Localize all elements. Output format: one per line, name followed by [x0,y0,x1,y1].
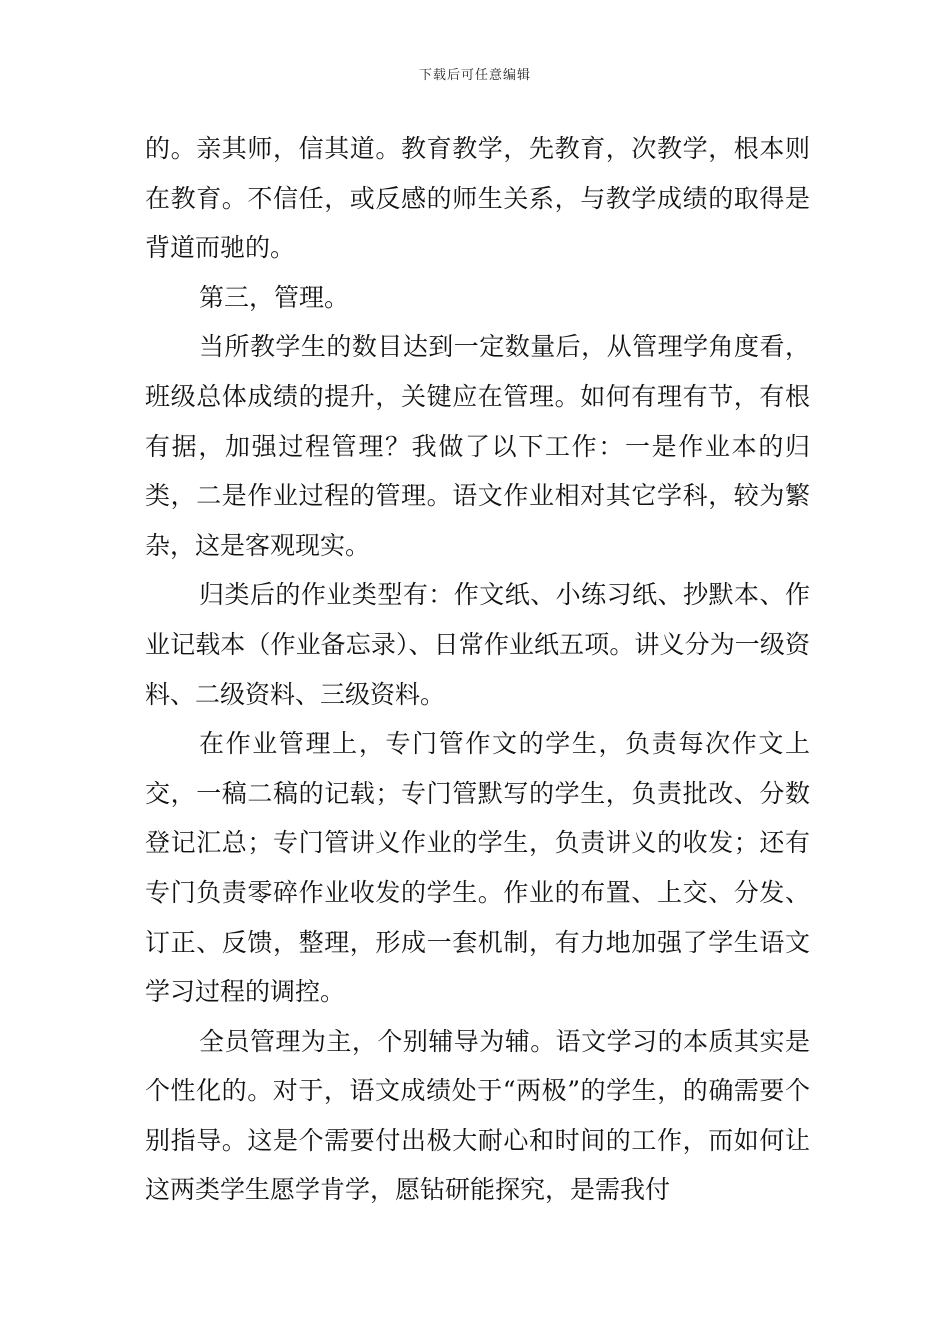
paragraph-management-intro: 当所教学生的数目达到一定数量后，从管理学角度看，班级总体成绩的提升，关键应在管理。如何有理有节，有根有据，加强过程管理？我做了以下工作：一是作业本的归类，二是作业过程的管理。语文作业相对其它学科，较为繁杂，这是客观现实。 [145,332,810,560]
document-body [145,124,810,1215]
page-header: 下载后可任意编辑 [418,68,531,83]
paragraph-section-heading: 第三，管理。 [199,282,350,312]
paragraph-continuation: 的。亲其师，信其道。教育教学，先教育，次教学，根本则在教育。不信任，或反感的师生关系，与教学成绩的取得是背道而驰的。 [145,134,810,263]
paragraph-individual-guidance: 全员管理为主，个别辅导为辅。语文学习的本质其实是个性化的。对于，语文成绩处于“两极”的学生，的确需要个别指导。这是个需要付出极大耐心和时间的工作，而如何让这两类学生愿学肯学，愿钻研能探究，是需我付 [145,1026,810,1205]
paragraph-homework-management: 在作业管理上，专门管作文的学生，负责每次作文上交，一稿二稿的记载；专门管默写的学生，负责批改、分数登记汇总；专门管讲义作业的学生，负责讲义的收发；还有专门负责零碎作业收发的学生。作业的布置、上交、分发、订正、反馈，整理，形成一套机制，有力地加强了学生语文学习过程的调控。 [145,729,810,1007]
paragraph-homework-types: 归类后的作业类型有：作文纸、小练习纸、抄默本、作业记载本（作业备忘录）、日常作业纸五项。讲义分为一级资料、二级资料、三级资料。 [145,580,810,709]
